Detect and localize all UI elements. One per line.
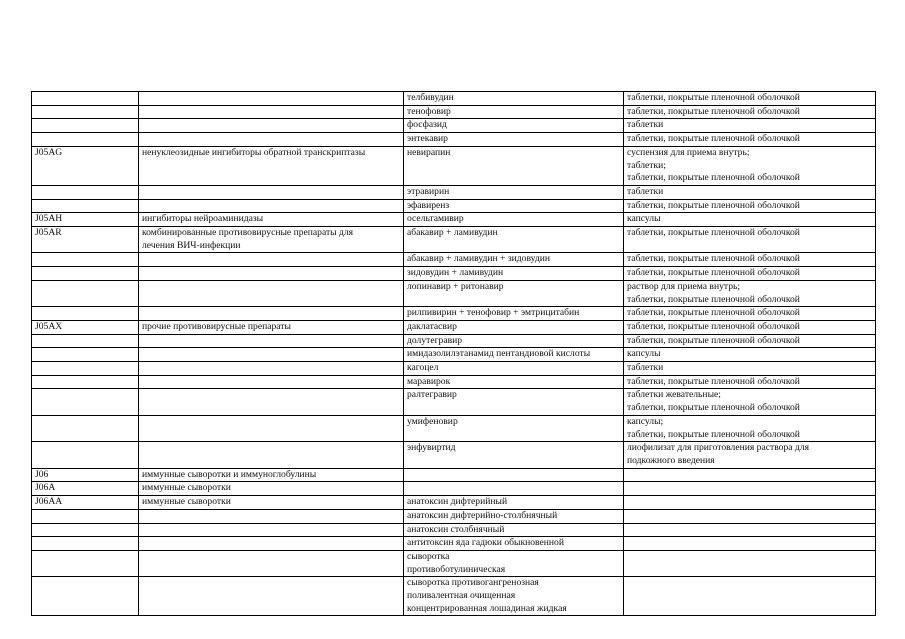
atc-code-text bbox=[35, 200, 135, 213]
dosage-form-cell bbox=[624, 523, 876, 537]
table-row bbox=[32, 348, 876, 362]
dosage-form-cell bbox=[624, 389, 876, 415]
dosage-form-line: таблетки bbox=[627, 362, 664, 374]
dosage-form-line: таблетки bbox=[627, 119, 664, 131]
dosage-form-line: таблетки, покрытые пленочной оболочкой bbox=[627, 293, 800, 305]
group-name-cell bbox=[139, 213, 404, 227]
table-row bbox=[32, 185, 876, 199]
drug-name-line: анатоксин столбнячный bbox=[407, 523, 505, 535]
table-row bbox=[32, 227, 876, 253]
table-row bbox=[32, 105, 876, 119]
drug-name-cell bbox=[404, 509, 624, 523]
drug-name-line: даклатасвир bbox=[407, 320, 457, 332]
table-row bbox=[32, 509, 876, 523]
drug-name-line: абакавир + ламивудин + зидовудин bbox=[407, 253, 550, 265]
dosage-form-cell bbox=[624, 482, 876, 496]
drug-name-line: имидазолилэтанамид пентандиовой кислоты bbox=[407, 348, 591, 360]
table-row bbox=[32, 119, 876, 133]
atc-code-cell bbox=[32, 550, 139, 576]
atc-code-cell bbox=[32, 267, 139, 281]
dosage-form-cell bbox=[624, 442, 876, 468]
dosage-form-cell bbox=[624, 375, 876, 389]
dosage-form-line: капсулы bbox=[627, 213, 661, 225]
group-name-cell bbox=[139, 307, 404, 321]
dosage-form-cell bbox=[624, 185, 876, 199]
drug-name-line: анатоксин дифтерийный bbox=[407, 496, 508, 508]
dosage-form-line: таблетки, покрытые пленочной оболочкой bbox=[627, 320, 800, 332]
drug-name-line: энтекавир bbox=[407, 133, 448, 145]
table-body bbox=[32, 92, 876, 616]
dosage-form-cell bbox=[624, 362, 876, 376]
atc-code-cell bbox=[32, 334, 139, 348]
drug-name-line: невирапин bbox=[407, 146, 451, 158]
drug-name-line: противоботулиническая bbox=[407, 563, 506, 575]
drug-name-line: концентрированная лошадиная жидкая bbox=[407, 602, 567, 614]
table-row bbox=[32, 133, 876, 147]
dosage-form-cell bbox=[624, 146, 876, 185]
atc-code-cell bbox=[32, 362, 139, 376]
dosage-form-cell bbox=[624, 199, 876, 213]
table-row bbox=[32, 267, 876, 281]
atc-code-cell bbox=[32, 348, 139, 362]
group-name-cell bbox=[139, 537, 404, 551]
dosage-form-line: таблетки, покрытые пленочной оболочкой bbox=[627, 253, 800, 265]
dosage-form-line: таблетки, покрытые пленочной оболочкой bbox=[627, 227, 800, 239]
drug-name-line: маравирок bbox=[407, 375, 451, 387]
group-name-line: иммунные сыворотки bbox=[142, 496, 231, 508]
group-name-line: ингибиторы нейроаминидазы bbox=[142, 213, 264, 225]
atc-code-cell bbox=[32, 146, 139, 185]
atc-code-text: J06AA bbox=[35, 496, 63, 508]
drug-name-cell bbox=[404, 199, 624, 213]
drug-name-cell bbox=[404, 415, 624, 441]
atc-code-cell bbox=[32, 213, 139, 227]
dosage-form-line: таблетки, покрытые пленочной оболочкой bbox=[627, 133, 800, 145]
dosage-form-line: раствор для приема внутрь; bbox=[627, 280, 741, 292]
atc-code-text bbox=[35, 267, 135, 280]
dosage-form-line: суспензия для приема внутрь; bbox=[627, 146, 750, 158]
drug-name-cell bbox=[404, 468, 624, 482]
drug-name-cell bbox=[404, 253, 624, 267]
table-row bbox=[32, 482, 876, 496]
atc-code-text bbox=[35, 307, 135, 320]
group-name-cell bbox=[139, 550, 404, 576]
dosage-form-cell bbox=[624, 415, 876, 441]
drug-name-line: осельтамивир bbox=[407, 213, 464, 225]
atc-code-text bbox=[35, 389, 135, 402]
dosage-form-line: таблетки, покрытые пленочной оболочкой bbox=[627, 334, 800, 346]
drug-name-cell bbox=[404, 267, 624, 281]
drug-name-line: сыворотка противогангренозная bbox=[407, 577, 539, 589]
dosage-form-line: таблетки, покрытые пленочной оболочкой bbox=[627, 105, 800, 117]
table-row bbox=[32, 213, 876, 227]
atc-code-text bbox=[35, 577, 135, 590]
dosage-form-cell bbox=[624, 105, 876, 119]
atc-code-text bbox=[35, 133, 135, 146]
dosage-form-line: таблетки, покрытые пленочной оболочкой bbox=[627, 172, 800, 184]
atc-code-text: J05AG bbox=[35, 146, 63, 158]
drug-registry-table bbox=[31, 91, 876, 616]
dosage-form-line: таблетки, покрытые пленочной оболочкой bbox=[627, 199, 800, 211]
group-name-cell bbox=[139, 482, 404, 496]
atc-code-text bbox=[35, 253, 135, 266]
drug-name-cell bbox=[404, 119, 624, 133]
group-name-cell bbox=[139, 362, 404, 376]
dosage-form-line: капсулы; bbox=[627, 415, 664, 427]
atc-code-cell bbox=[32, 307, 139, 321]
table-row bbox=[32, 362, 876, 376]
atc-code-text: J05AX bbox=[35, 320, 63, 332]
drug-name-cell bbox=[404, 482, 624, 496]
dosage-form-line: таблетки, покрытые пленочной оболочкой bbox=[627, 92, 800, 103]
table-row bbox=[32, 307, 876, 321]
atc-code-text bbox=[35, 186, 135, 199]
group-name-cell bbox=[139, 199, 404, 213]
drug-name-line: тенофовир bbox=[407, 105, 451, 117]
atc-code-cell bbox=[32, 375, 139, 389]
atc-code-cell bbox=[32, 496, 139, 510]
drug-name-cell bbox=[404, 92, 624, 106]
table-row bbox=[32, 146, 876, 185]
drug-name-cell bbox=[404, 496, 624, 510]
drug-name-line: зидовудин + ламивудин bbox=[407, 267, 504, 279]
table-row bbox=[32, 334, 876, 348]
atc-code-cell bbox=[32, 280, 139, 306]
drug-name-line: лопинавир + ритонавир bbox=[407, 280, 504, 292]
dosage-form-line: лиофилизат для приготовления раствора для bbox=[627, 442, 809, 454]
dosage-form-cell bbox=[624, 133, 876, 147]
atc-code-cell bbox=[32, 442, 139, 468]
dosage-form-line: таблетки, покрытые пленочной оболочкой bbox=[627, 375, 800, 387]
atc-code-cell bbox=[32, 389, 139, 415]
atc-code-text bbox=[35, 524, 135, 537]
group-name-line: иммунные сыворотки bbox=[142, 482, 231, 494]
group-name-cell bbox=[139, 348, 404, 362]
atc-code-text: J05AR bbox=[35, 227, 62, 239]
atc-code-cell bbox=[32, 509, 139, 523]
atc-code-text bbox=[35, 362, 135, 375]
group-name-cell bbox=[139, 253, 404, 267]
dosage-form-cell bbox=[624, 253, 876, 267]
drug-name-line: долутегравир bbox=[407, 334, 463, 346]
dosage-form-cell bbox=[624, 509, 876, 523]
drug-name-line: фосфазид bbox=[407, 119, 447, 131]
document-page bbox=[31, 91, 875, 616]
atc-code-text bbox=[35, 348, 135, 361]
group-name-line: комбинированные противовирусные препараты для bbox=[142, 227, 354, 239]
group-name-cell bbox=[139, 119, 404, 133]
drug-name-line: кагоцел bbox=[407, 362, 439, 374]
table-row bbox=[32, 253, 876, 267]
drug-name-cell bbox=[404, 280, 624, 306]
dosage-form-line: таблетки жевательные; bbox=[627, 389, 721, 401]
dosage-form-line: таблетки, покрытые пленочной оболочкой bbox=[627, 267, 800, 279]
dosage-form-cell bbox=[624, 92, 876, 106]
drug-name-line: эфавиренз bbox=[407, 199, 450, 211]
group-name-cell bbox=[139, 496, 404, 510]
drug-name-cell bbox=[404, 213, 624, 227]
dosage-form-cell bbox=[624, 267, 876, 281]
atc-code-cell bbox=[32, 199, 139, 213]
drug-name-line: антитоксин яда гадюки обыкновенной bbox=[407, 537, 564, 549]
drug-name-line: анатоксин дифтерийно-столбнячный bbox=[407, 509, 558, 521]
dosage-form-cell bbox=[624, 227, 876, 253]
dosage-form-cell bbox=[624, 213, 876, 227]
atc-code-cell bbox=[32, 119, 139, 133]
atc-code-text bbox=[35, 510, 135, 523]
drug-name-line: сыворотка bbox=[407, 550, 450, 562]
atc-code-text: J05AH bbox=[35, 213, 63, 225]
dosage-form-cell bbox=[624, 334, 876, 348]
group-name-cell bbox=[139, 577, 404, 616]
atc-code-text bbox=[35, 335, 135, 348]
group-name-cell bbox=[139, 105, 404, 119]
atc-code-cell bbox=[32, 523, 139, 537]
group-name-cell bbox=[139, 523, 404, 537]
table-row bbox=[32, 199, 876, 213]
group-name-cell bbox=[139, 267, 404, 281]
table-row bbox=[32, 415, 876, 441]
drug-name-cell bbox=[404, 375, 624, 389]
drug-name-cell bbox=[404, 105, 624, 119]
drug-name-line: поливалентная очищенная bbox=[407, 590, 516, 602]
drug-name-line: энфувиртид bbox=[407, 442, 456, 454]
group-name-cell bbox=[139, 389, 404, 415]
group-name-cell bbox=[139, 509, 404, 523]
atc-code-cell bbox=[32, 482, 139, 496]
drug-name-line: умифеновир bbox=[407, 415, 458, 427]
drug-name-cell bbox=[404, 577, 624, 616]
atc-code-text bbox=[35, 376, 135, 389]
group-name-cell bbox=[139, 280, 404, 306]
atc-code-text bbox=[35, 92, 135, 105]
dosage-form-cell bbox=[624, 496, 876, 510]
dosage-form-line: таблетки bbox=[627, 185, 664, 197]
group-name-cell bbox=[139, 320, 404, 334]
dosage-form-cell bbox=[624, 468, 876, 482]
group-name-cell bbox=[139, 442, 404, 468]
table-row bbox=[32, 320, 876, 334]
dosage-form-line: таблетки, покрытые пленочной оболочкой bbox=[627, 428, 800, 440]
dosage-form-cell bbox=[624, 119, 876, 133]
drug-name-line: рилпивирин + тенофовир + эмтрицитабин bbox=[407, 307, 580, 319]
atc-code-cell bbox=[32, 577, 139, 616]
drug-name-cell bbox=[404, 133, 624, 147]
atc-code-text: J06A bbox=[35, 482, 56, 494]
atc-code-text bbox=[35, 416, 135, 429]
dosage-form-cell bbox=[624, 537, 876, 551]
table-row bbox=[32, 92, 876, 106]
dosage-form-cell bbox=[624, 348, 876, 362]
drug-name-cell bbox=[404, 537, 624, 551]
atc-code-text bbox=[35, 537, 135, 550]
dosage-form-line: таблетки, покрытые пленочной оболочкой bbox=[627, 402, 800, 414]
group-name-cell bbox=[139, 375, 404, 389]
group-name-cell bbox=[139, 185, 404, 199]
group-name-line: прочие противовирусные препараты bbox=[142, 320, 291, 332]
table-row bbox=[32, 280, 876, 306]
drug-name-line: абакавир + ламивудин bbox=[407, 227, 498, 239]
atc-code-text bbox=[35, 442, 135, 455]
table-row bbox=[32, 389, 876, 415]
table-row bbox=[32, 550, 876, 576]
atc-code-cell bbox=[32, 227, 139, 253]
dosage-form-cell bbox=[624, 307, 876, 321]
group-name-cell bbox=[139, 133, 404, 147]
group-name-cell bbox=[139, 468, 404, 482]
atc-code-text bbox=[35, 119, 135, 132]
table-row bbox=[32, 523, 876, 537]
drug-name-cell bbox=[404, 146, 624, 185]
drug-name-cell bbox=[404, 362, 624, 376]
group-name-cell bbox=[139, 146, 404, 185]
dosage-form-cell bbox=[624, 280, 876, 306]
table-row bbox=[32, 537, 876, 551]
atc-code-cell bbox=[32, 92, 139, 106]
drug-name-line: телбивудин bbox=[407, 92, 454, 103]
table-row bbox=[32, 496, 876, 510]
dosage-form-line: таблетки, покрытые пленочной оболочкой bbox=[627, 307, 800, 319]
group-name-line: ненуклеозидные ингибиторы обратной транскриптазы bbox=[142, 146, 366, 158]
atc-code-text: J06 bbox=[35, 468, 49, 480]
drug-name-cell bbox=[404, 227, 624, 253]
group-name-line: лечения ВИЧ-инфекции bbox=[142, 239, 241, 251]
atc-code-cell bbox=[32, 185, 139, 199]
drug-name-cell bbox=[404, 307, 624, 321]
dosage-form-line: таблетки; bbox=[627, 159, 666, 171]
drug-name-cell bbox=[404, 442, 624, 468]
group-name-cell bbox=[139, 415, 404, 441]
drug-name-cell bbox=[404, 523, 624, 537]
drug-name-line: ралтегравир bbox=[407, 389, 457, 401]
atc-code-cell bbox=[32, 253, 139, 267]
dosage-form-line: капсулы bbox=[627, 348, 661, 360]
atc-code-text bbox=[35, 106, 135, 119]
group-name-line: иммунные сыворотки и иммуноглобулины bbox=[142, 468, 317, 480]
drug-name-cell bbox=[404, 550, 624, 576]
drug-name-cell bbox=[404, 348, 624, 362]
dosage-form-cell bbox=[624, 577, 876, 616]
drug-name-cell bbox=[404, 320, 624, 334]
group-name-cell bbox=[139, 92, 404, 106]
atc-code-cell bbox=[32, 468, 139, 482]
table-row bbox=[32, 577, 876, 616]
table-row bbox=[32, 442, 876, 468]
dosage-form-line: подкожного введения bbox=[627, 454, 715, 466]
atc-code-cell bbox=[32, 133, 139, 147]
drug-name-cell bbox=[404, 185, 624, 199]
atc-code-cell bbox=[32, 320, 139, 334]
table-row bbox=[32, 468, 876, 482]
drug-name-cell bbox=[404, 389, 624, 415]
atc-code-text bbox=[35, 281, 135, 294]
table-row bbox=[32, 375, 876, 389]
atc-code-cell bbox=[32, 105, 139, 119]
dosage-form-cell bbox=[624, 550, 876, 576]
atc-code-text bbox=[35, 551, 135, 564]
atc-code-cell bbox=[32, 415, 139, 441]
dosage-form-cell bbox=[624, 320, 876, 334]
group-name-cell bbox=[139, 227, 404, 253]
atc-code-cell bbox=[32, 537, 139, 551]
group-name-cell bbox=[139, 334, 404, 348]
drug-name-cell bbox=[404, 334, 624, 348]
drug-name-line: этравирин bbox=[407, 185, 450, 197]
